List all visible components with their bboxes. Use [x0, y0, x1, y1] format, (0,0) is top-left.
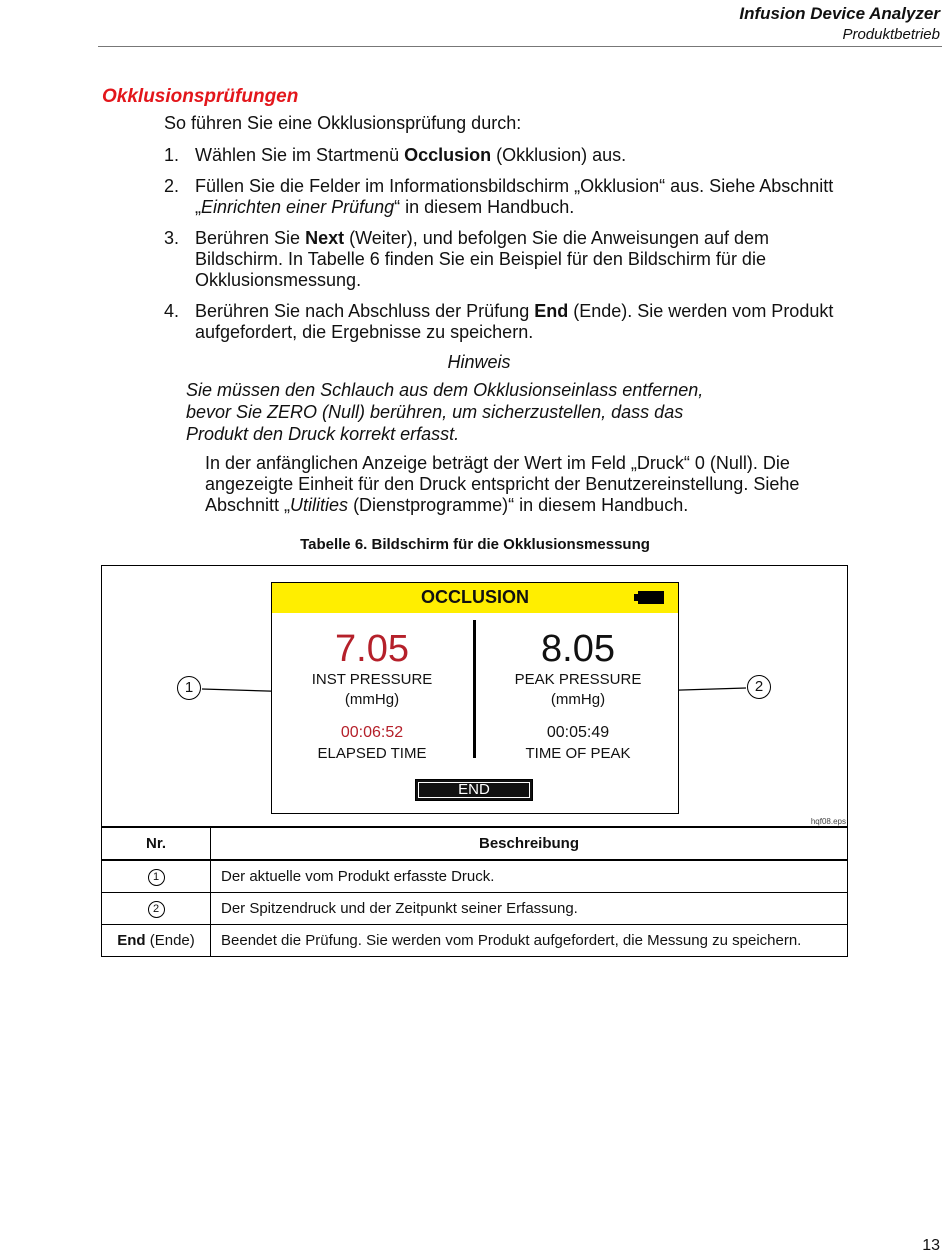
running-header-title: Infusion Device Analyzer: [739, 4, 940, 23]
time-of-peak-label: TIME OF PEAK: [525, 745, 631, 762]
step-keyword: Occlusion: [404, 145, 492, 165]
battery-icon: [638, 591, 664, 604]
step-reference: Einrichten einer Prüfung: [201, 197, 395, 217]
row-description: Beendet die Prüfung. Sie werden vom Produkt aufgefordert, die Messung zu speichern.: [211, 925, 848, 957]
callout-number: 1: [148, 869, 165, 886]
utilities-reference: Utilities: [290, 495, 349, 515]
figure-occlusion-screen: [101, 565, 848, 827]
time-of-peak-value: 00:05:49: [546, 724, 610, 741]
table-row: [102, 925, 848, 957]
figure-id: hqf08.eps: [810, 817, 846, 826]
callout-2: 2: [747, 675, 771, 699]
step-number: 3.: [164, 228, 180, 248]
description-table: [101, 827, 848, 957]
step-text: Berühren Sie Next (Weiter), und befolgen Sie die Anweisungen auf dem Bildschirm. In Tabelle 6 finden Sie ein Beispiel für den Bildschirm für die Okklusionsmessung.: [195, 228, 770, 290]
step-1: [164, 145, 834, 166]
screen-divider: [473, 620, 476, 758]
running-header-subtitle: Produktbetrieb: [842, 26, 940, 43]
row-description: Der aktuelle vom Produkt erfasste Druck.: [211, 860, 848, 893]
page-number: 13: [922, 1237, 940, 1254]
header-rule: [98, 46, 942, 47]
intro-text: So führen Sie eine Okklusionsprüfung durch:: [164, 113, 522, 133]
peak-pressure-label: PEAK PRESSURE (mmHg): [514, 671, 642, 708]
row-nr: End (Ende): [102, 925, 211, 957]
col-header-beschreibung: Beschreibung: [211, 828, 848, 861]
step-2: [164, 176, 834, 218]
end-button[interactable]: END: [415, 779, 533, 801]
callout-number: 2: [148, 901, 165, 918]
row-nr: [102, 893, 211, 925]
note-body: Sie müssen den Schlauch aus dem Okklusionseinlass entfernen, bevor Sie ZERO (Null) berühren, um sicherzustellen, dass das Produkt den Druck korrekt erfasst.: [186, 380, 704, 444]
step-text: Wählen Sie im Startmenü Occlusion (Okklusion) aus.: [195, 145, 627, 165]
step-list: [164, 145, 834, 353]
peak-pressure-value: 8.05: [541, 628, 615, 670]
screen-title-bar: [272, 583, 678, 613]
table-header-row: [102, 828, 848, 861]
step-keyword: Next: [305, 228, 345, 248]
step-text: Berühren Sie nach Abschluss der Prüfung End (Ende). Sie werden vom Produkt aufgefordert, die Ergebnisse zu speichern.: [195, 301, 834, 342]
section-title: Okklusionsprüfungen: [102, 86, 299, 107]
step-number: 2.: [164, 176, 180, 196]
row-description: Der Spitzendruck und der Zeitpunkt seiner Erfassung.: [211, 893, 848, 925]
elapsed-time-label: ELAPSED TIME: [317, 745, 427, 762]
elapsed-time-value: 00:06:52: [340, 724, 404, 741]
table-row: [102, 860, 848, 893]
note-heading: Hinweis: [447, 352, 511, 372]
table-caption: Tabelle 6. Bildschirm für die Okklusionsmessung: [300, 536, 650, 553]
screen-title: OCCLUSION: [421, 587, 529, 607]
inst-pressure-label: INST PRESSURE (mmHg): [311, 671, 433, 708]
step-3: [164, 228, 834, 291]
callout-1: 1: [177, 676, 201, 700]
row-nr: [102, 860, 211, 893]
step-number: 4.: [164, 301, 180, 321]
table-row: [102, 893, 848, 925]
inst-pressure-value: 7.05: [335, 628, 409, 670]
step-text: Füllen Sie die Felder im Informationsbildschirm „Okklusion“ aus. Siehe Abschnitt „Einrichten einer Prüfung“ in diesem Handbuch.: [195, 176, 834, 217]
step-keyword: End: [534, 301, 569, 321]
device-screen: [271, 582, 679, 814]
after-note-paragraph: In der anfänglichen Anzeige beträgt der Wert im Feld „Druck“ 0 (Null). Die angezeigte Einheit für den Druck entspricht der Benutzereinstellung. Siehe Abschnitt „Utilities (Dienstprogramme)“ in diesem Handbuch.: [205, 453, 800, 515]
col-header-nr: Nr.: [102, 828, 211, 861]
step-4: [164, 301, 834, 343]
step-number: 1.: [164, 145, 180, 165]
